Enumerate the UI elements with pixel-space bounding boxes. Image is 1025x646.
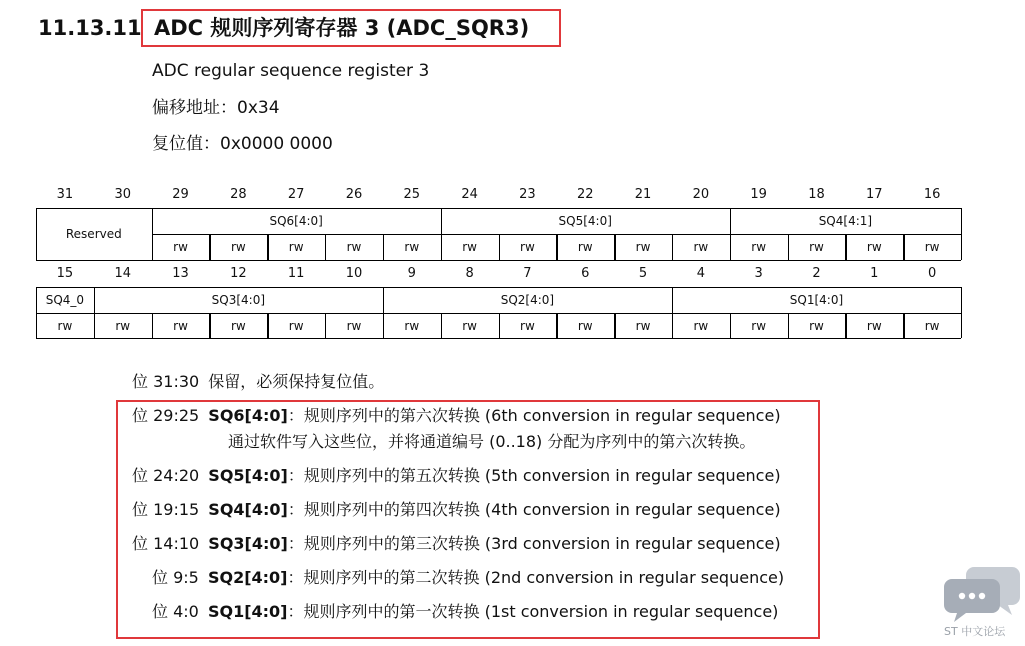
grid-line	[325, 313, 326, 338]
grid-line	[36, 260, 961, 261]
grid-line	[788, 234, 789, 260]
grid-line	[94, 287, 95, 338]
desc-text: ：规则序列中的第五次转换 (5th conversion in regular sequence)	[287, 466, 781, 485]
grid-line	[499, 313, 500, 338]
access-cell: rw	[751, 240, 767, 254]
desc-bit-range: 位 31:30	[132, 372, 200, 391]
access-cell: rw	[462, 240, 477, 254]
access-cell: rw	[346, 240, 362, 254]
register-subtitle: ADC regular sequence register 3	[152, 61, 430, 81]
access-cell: rw	[866, 240, 882, 254]
reset-label: 复位值：	[152, 134, 220, 154]
desc-field-name: SQ2[4:0]	[207, 568, 288, 587]
page-title: ADC 规则序列寄存器 3 (ADC_SQR3)	[154, 16, 530, 40]
grid-line	[903, 234, 904, 260]
grid-line	[441, 208, 442, 260]
bit-number: 28	[230, 187, 247, 202]
access-cell: rw	[288, 318, 304, 333]
bit-number: 31	[56, 187, 74, 202]
desc-bits-24-20	[132, 465, 781, 487]
grid-line	[961, 287, 962, 338]
desc-field-name: SQ6[4:0]	[208, 406, 288, 425]
access-cell: rw	[288, 240, 304, 254]
bit-number: 25	[403, 187, 421, 202]
grid-line	[730, 208, 731, 260]
desc-bit-range: 位 29:25	[132, 406, 200, 425]
bit-number: 22	[576, 187, 594, 202]
bit-number: 18	[808, 187, 825, 202]
grid-line	[556, 313, 557, 338]
bit-number: 11	[287, 266, 305, 281]
desc-bits-29-25	[132, 405, 781, 427]
bit-number: 15	[56, 266, 74, 281]
bit-number: 6	[581, 266, 590, 281]
bit-number: 13	[172, 266, 189, 281]
bit-number: 2	[812, 266, 821, 281]
access-cell: rw	[635, 240, 651, 254]
bit-number: 16	[923, 187, 941, 202]
access-cell: rw	[924, 318, 940, 333]
desc-text: 保留，必须保持复位值。	[208, 372, 385, 391]
field-1: SQ3[4:0]	[211, 293, 266, 307]
desc-text: ：规则序列中的第一次转换 (1st conversion in regular sequence)	[287, 602, 779, 621]
grid-line	[36, 287, 37, 338]
grid-line	[788, 313, 789, 338]
field-3: SQ1[4:0]	[789, 293, 844, 307]
desc-bit-range: 位 19:15	[132, 500, 200, 519]
desc-bits-31-30	[132, 371, 384, 393]
bit-number: 21	[634, 187, 652, 202]
access-cell: rw	[173, 240, 188, 254]
bit-number: 24	[461, 187, 478, 202]
field-0: SQ4_0	[45, 293, 85, 307]
bit-number: 30	[114, 187, 131, 202]
desc-bit-range: 位 14:10	[132, 534, 200, 553]
desc-text: ：规则序列中的第六次转换 (6th conversion in regular sequence)	[287, 406, 781, 425]
section-number: 11.13.11	[38, 16, 142, 40]
grid-line	[672, 287, 673, 338]
desc-bits-9-5	[152, 567, 784, 589]
field-2: SQ5[4:0]	[558, 214, 612, 228]
access-cell: rw	[57, 318, 73, 333]
desc-bits-29-25-extra: 通过软件写入这些位，并将通道编号 (0..18) 分配为序列中的第六次转换。	[228, 432, 756, 451]
grid-line	[556, 234, 557, 260]
desc-field-name: SQ1[4:0]	[207, 602, 288, 621]
grid-line	[730, 313, 731, 338]
access-cell: rw	[173, 318, 188, 333]
access-cell: rw	[751, 318, 767, 333]
grid-line	[499, 234, 500, 260]
desc-text: ：规则序列中的第四次转换 (4th conversion in regular sequence)	[287, 500, 781, 519]
grid-line	[672, 234, 673, 260]
access-cell: rw	[404, 318, 420, 333]
bit-number: 17	[866, 187, 883, 202]
forum-watermark	[942, 563, 1022, 643]
grid-line	[383, 234, 384, 260]
field-1: SQ6[4:0]	[269, 214, 323, 228]
bit-number: 1	[870, 266, 879, 281]
grid-line	[209, 234, 210, 260]
desc-field-name: SQ3[4:0]	[208, 534, 288, 553]
bit-number: 23	[519, 187, 536, 202]
desc-field-name: SQ5[4:0]	[208, 466, 288, 485]
access-cell: rw	[635, 318, 651, 333]
access-cell: rw	[520, 318, 535, 333]
bit-number: 19	[750, 187, 767, 202]
grid-line	[267, 313, 268, 338]
grid-line	[209, 313, 210, 338]
desc-text: ：规则序列中的第二次转换 (2nd conversion in regular sequence)	[287, 568, 785, 587]
offset-value: 0x34	[237, 98, 280, 118]
grid-line	[36, 287, 961, 288]
access-cell: rw	[520, 240, 535, 254]
desc-bit-range: 位 4:0	[152, 602, 199, 621]
bit-number: 3	[754, 266, 763, 281]
grid-line	[325, 234, 326, 260]
bit-number: 10	[345, 266, 363, 281]
field-3: SQ4[4:1]	[818, 214, 873, 228]
access-cell: rw	[577, 240, 593, 254]
bit-number: 8	[465, 266, 474, 281]
access-cell: rw	[115, 318, 131, 333]
desc-text: ：规则序列中的第三次转换 (3rd conversion in regular sequence)	[287, 534, 781, 553]
access-cell: rw	[230, 318, 246, 333]
access-cell: rw	[462, 318, 477, 333]
desc-bits-14-10	[132, 533, 781, 555]
grid-line	[961, 208, 962, 260]
desc-bit-range: 位 24:20	[132, 466, 200, 485]
grid-line	[845, 313, 846, 338]
grid-line	[845, 234, 846, 260]
bit-number: 0	[927, 266, 937, 281]
access-cell: rw	[693, 240, 709, 254]
desc-bits-19-15	[132, 499, 781, 521]
field-2: SQ2[4:0]	[500, 293, 555, 307]
bit-number: 29	[172, 187, 189, 202]
grid-line	[614, 234, 615, 260]
access-cell: rw	[693, 318, 709, 333]
grid-line	[383, 287, 384, 338]
watermark-text: ST 中文论坛	[944, 625, 1006, 638]
access-cell: rw	[809, 318, 824, 333]
bit-number: 26	[345, 187, 363, 202]
access-cell: rw	[230, 240, 246, 254]
desc-field-name: SQ4[4:0]	[208, 500, 288, 519]
desc-bit-range: 位 9:5	[152, 568, 199, 587]
reset-value: 0x0000 0000	[220, 134, 333, 154]
grid-line	[152, 208, 153, 260]
access-cell: rw	[404, 240, 420, 254]
bit-number: 4	[696, 266, 705, 281]
bit-number: 5	[638, 266, 648, 281]
bit-number: 27	[287, 187, 305, 202]
grid-line	[152, 313, 153, 338]
grid-line	[614, 313, 615, 338]
bit-number: 14	[114, 266, 131, 281]
access-cell: rw	[866, 318, 882, 333]
grid-line	[36, 208, 37, 260]
grid-line	[441, 313, 442, 338]
access-cell: rw	[809, 240, 824, 254]
desc-bits-4-0	[152, 601, 778, 623]
access-cell: rw	[577, 318, 593, 333]
bit-number: 7	[523, 266, 532, 281]
chat-bubbles-icon	[942, 563, 1022, 623]
bit-number: 9	[407, 266, 416, 281]
grid-line	[36, 208, 961, 209]
grid-line	[36, 338, 961, 339]
bit-number: 20	[692, 187, 710, 202]
offset-label: 偏移地址：	[152, 98, 237, 118]
bit-number: 12	[230, 266, 247, 281]
access-cell: rw	[924, 240, 940, 254]
grid-line	[267, 234, 268, 260]
access-cell: rw	[346, 318, 362, 333]
field-0: Reserved	[65, 227, 122, 241]
grid-line	[903, 313, 904, 338]
